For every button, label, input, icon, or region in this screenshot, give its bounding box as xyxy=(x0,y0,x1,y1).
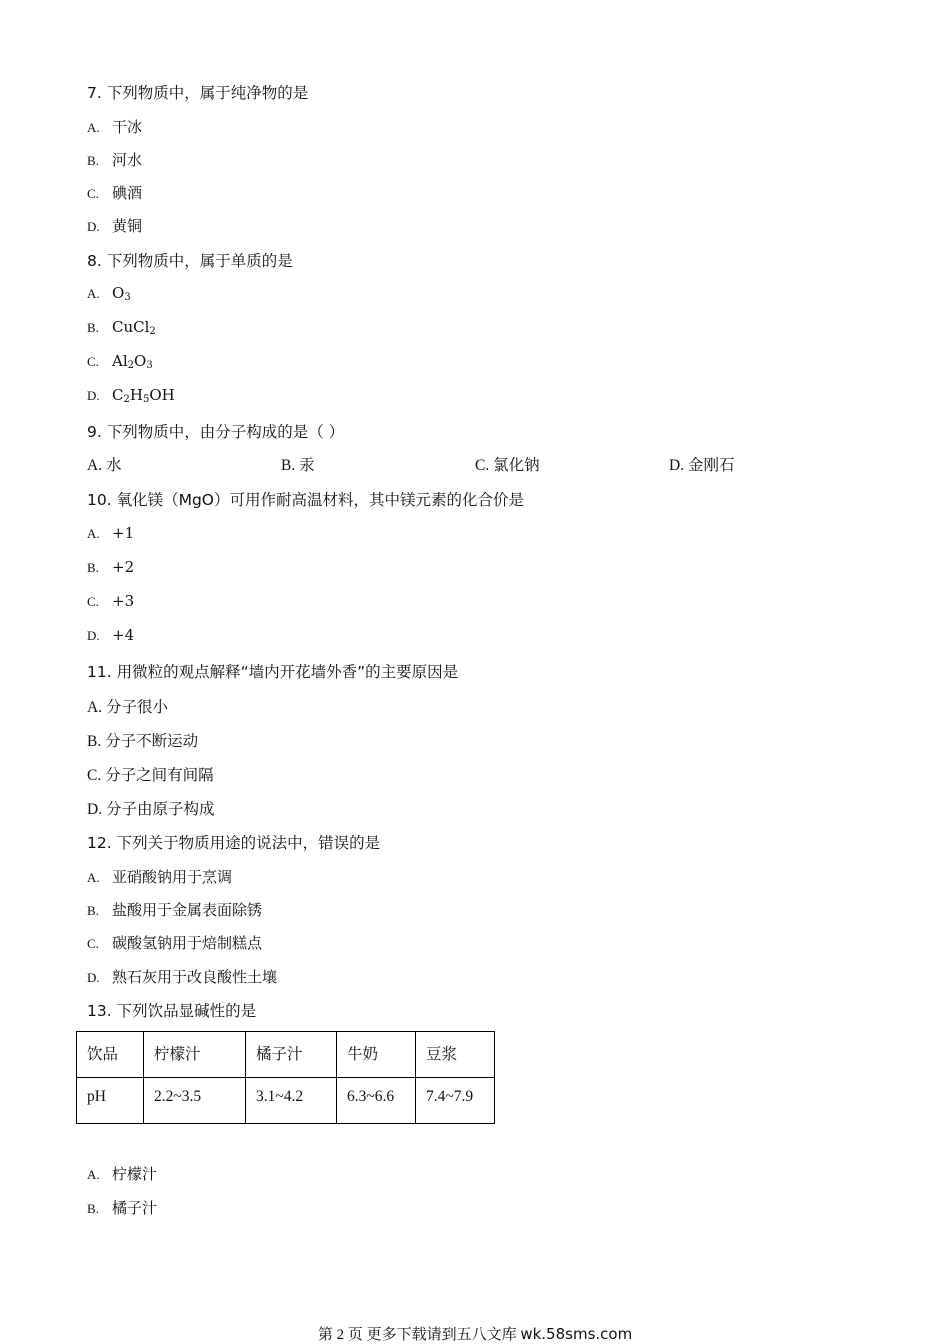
ph-table xyxy=(76,1031,495,1124)
question-13: 13. 下列饮品显碱性的是 xyxy=(87,1002,257,1020)
q12-option-a: A. 亚硝酸钠用于烹调 xyxy=(87,868,233,886)
q13-option-b: B. 橘子汁 xyxy=(87,1199,158,1217)
question-9: 9. 下列物质中，由分子构成的是（ ） xyxy=(87,423,345,441)
q8-option-a: A. $O_3$ xyxy=(87,284,131,303)
q7-option-c: C. 碘酒 xyxy=(87,184,143,202)
q12-option-c: C. 碳酸氢钠用于焙制糕点 xyxy=(87,934,263,952)
table-cell: 7.4~7.9 xyxy=(416,1078,495,1124)
q7-option-b: B. 河水 xyxy=(87,151,143,169)
q7-option-a: A. 干冰 xyxy=(87,118,143,136)
question-7: 7. 下列物质中，属于纯净物的是 xyxy=(87,84,309,102)
table-cell: 豆浆 xyxy=(416,1032,495,1078)
page-footer xyxy=(0,1323,950,1344)
table-cell: 3.1~4.2 xyxy=(246,1078,337,1124)
table-cell: 2.2~3.5 xyxy=(144,1078,246,1124)
q12-option-b: B. 盐酸用于金属表面除锈 xyxy=(87,901,263,919)
table-cell: 牛奶 xyxy=(337,1032,416,1078)
q11-option-c: C. 分子之间有间隔 xyxy=(87,767,214,784)
table-row xyxy=(77,1032,495,1078)
q10-option-d: D. +4 xyxy=(87,626,135,644)
table-cell: 饮品 xyxy=(77,1032,144,1078)
question-8: 8. 下列物质中，属于单质的是 xyxy=(87,252,293,270)
q9-option-c: C. 氯化钠 xyxy=(475,457,540,474)
q10-option-c: C. +3 xyxy=(87,592,135,610)
q8-option-c: C. $Al_2O_3$ xyxy=(87,352,153,371)
q13-option-a: A. 柠檬汁 xyxy=(87,1165,158,1183)
question-11: 11. 用微粒的观点解释“墙内开花墙外香”的主要原因是 xyxy=(87,663,459,681)
q12-option-d: D. 熟石灰用于改良酸性土壤 xyxy=(87,968,278,986)
q7-option-d: D. 黄铜 xyxy=(87,217,143,235)
q11-option-b: B. 分子不断运动 xyxy=(87,733,199,750)
q8-option-b: B. CuCl$_2$ xyxy=(87,318,156,337)
q10-option-b: B. +2 xyxy=(87,558,135,576)
q9-option-a: A. 水 xyxy=(87,457,122,474)
q11-option-d: D. 分子由原子构成 xyxy=(87,801,215,818)
q9-option-b: B. 汞 xyxy=(281,457,315,474)
table-cell: pH xyxy=(77,1078,144,1124)
table-cell: 6.3~6.6 xyxy=(337,1078,416,1124)
q10-option-a: A. +1 xyxy=(87,524,135,542)
q11-option-a: A. 分子很小 xyxy=(87,699,168,716)
q8-option-d: D. $C_2H_5OH$ xyxy=(87,386,175,405)
table-cell: 橘子汁 xyxy=(246,1032,337,1078)
question-10: 10. 氧化镁（MgO）可用作耐高温材料，其中镁元素的化合价是 xyxy=(87,491,524,509)
q9-option-d: D. 金刚石 xyxy=(669,457,735,474)
table-row xyxy=(77,1078,495,1124)
question-12: 12. 下列关于物质用途的说法中，错误的是 xyxy=(87,834,381,852)
footer-site-link[interactable]: wk.58sms.com xyxy=(520,1325,633,1343)
table-cell: 柠檬汁 xyxy=(144,1032,246,1078)
footer-text: 第 2 页 更多下载请到五八文库 xyxy=(317,1327,521,1343)
